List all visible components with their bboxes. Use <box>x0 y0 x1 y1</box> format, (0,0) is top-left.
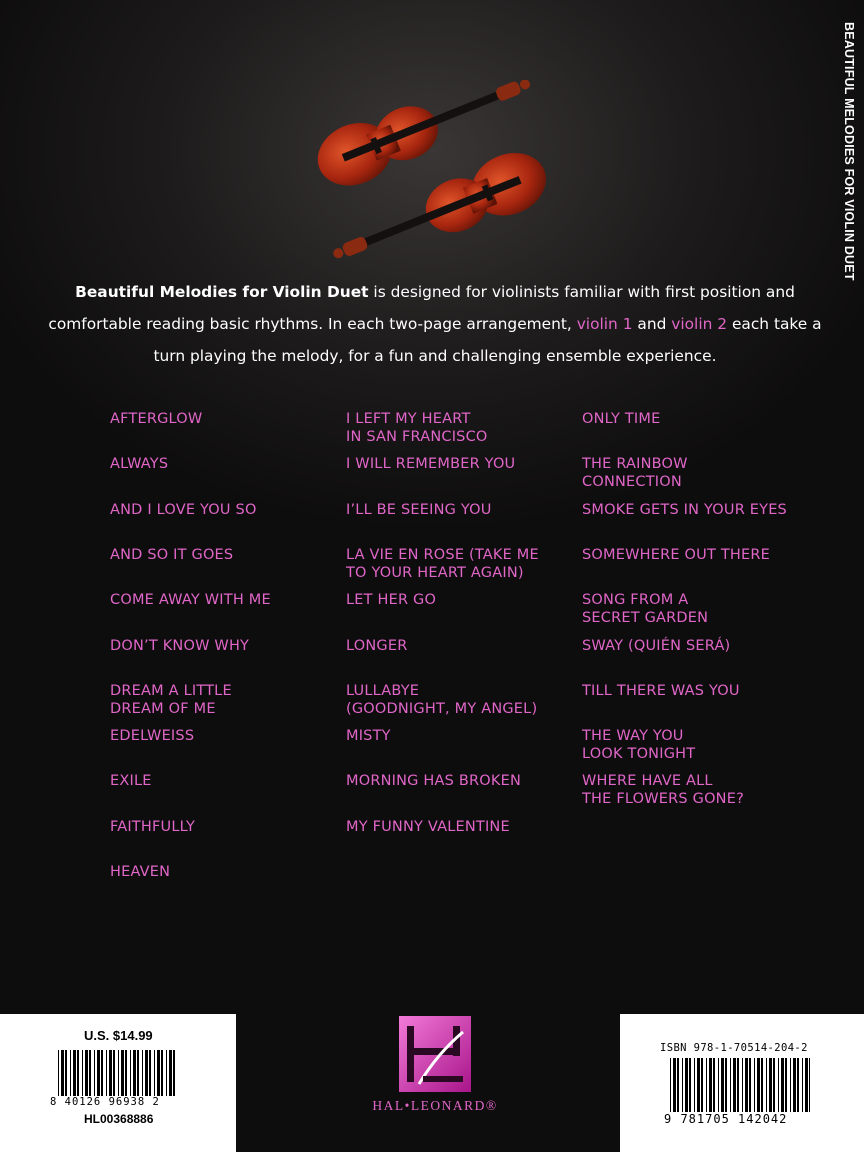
barcode-bar <box>169 1050 172 1096</box>
song-title-line: SWAY (QUIÉN SERÁ) <box>582 637 731 654</box>
song-title-line: THE WAY YOU <box>582 728 684 745</box>
barcode-bar <box>718 1058 719 1112</box>
barcode-bar <box>109 1050 112 1096</box>
song-title-line: AFTERGLOW <box>110 411 203 427</box>
song-title <box>582 455 822 491</box>
song-title <box>110 455 350 473</box>
barcode-bar <box>130 1050 131 1096</box>
barcode-bar <box>725 1058 727 1112</box>
barcode-bar <box>113 1050 115 1096</box>
song-title <box>346 410 586 446</box>
song-title <box>110 591 350 609</box>
song-title-line: FAITHFULLY <box>110 818 196 835</box>
song-title <box>110 818 350 836</box>
song-title-line: LA VIE EN ROSE (TAKE ME <box>346 546 539 563</box>
song-title <box>110 501 350 519</box>
barcode-bar <box>94 1050 95 1096</box>
barcode-bar <box>70 1050 71 1096</box>
spine-title: BEAUTIFUL MELODIES FOR VIOLIN DUET <box>842 22 856 281</box>
intro-text-a: is designed for violinists familiar with first position and comfortable reading basic rhythms. In each two-page arrangement, <box>48 283 795 333</box>
song-title <box>110 727 350 745</box>
song-title <box>582 682 822 700</box>
upc-barcode <box>58 1050 178 1096</box>
song-title-line: LULLABYE <box>346 682 420 699</box>
barcode-bar <box>766 1058 767 1112</box>
song-title-line: EDELWEISS <box>110 728 195 745</box>
barcode-bar <box>149 1050 151 1096</box>
barcode-bar <box>101 1050 103 1096</box>
barcode-bar <box>778 1058 779 1112</box>
barcode-bar <box>785 1058 787 1112</box>
song-title-line: HEAVEN <box>110 864 171 880</box>
song-title-line: LONGER <box>346 637 408 654</box>
barcode-bar <box>142 1050 143 1096</box>
song-title <box>346 682 586 718</box>
song-title <box>110 410 350 428</box>
song-title-line: I LEFT MY HEART <box>346 411 471 427</box>
barcode-bar <box>154 1050 155 1096</box>
song-title-line: AND SO IT GOES <box>110 546 234 563</box>
barcode-bar <box>133 1050 136 1096</box>
violin-1-label: violin 1 <box>576 315 633 333</box>
barcode-bar <box>793 1058 796 1112</box>
intro-text-c: each take a turn playing the melody, for a fun and challenging ensemble experience. <box>153 315 822 365</box>
song-title-line: CONNECTION <box>582 474 682 491</box>
publisher-name: HAL•LEONARD® <box>372 1098 498 1113</box>
barcode-bar <box>121 1050 124 1096</box>
price-label: U.S. $14.99 <box>84 1028 153 1043</box>
song-title <box>110 546 350 564</box>
song-title-line: AND I LOVE YOU SO <box>110 501 257 518</box>
song-title-line: WHERE HAVE ALL <box>582 773 713 790</box>
isbn-label: ISBN 978-1-70514-204-2 <box>660 1042 808 1054</box>
barcode-bar <box>706 1058 707 1112</box>
song-title <box>582 410 822 428</box>
song-title-line: TILL THERE WAS YOU <box>582 682 740 699</box>
barcode-bar <box>754 1058 755 1112</box>
barcode-bar <box>749 1058 751 1112</box>
barcode-bar <box>694 1058 695 1112</box>
barcode-bar <box>670 1058 671 1112</box>
song-title-line: IN SAN FRANCISCO <box>346 429 488 445</box>
song-title-line: ONLY TIME <box>582 411 661 427</box>
barcode-bar <box>58 1050 59 1096</box>
barcode-bar <box>790 1058 791 1112</box>
hal-leonard-logo-icon <box>397 1014 473 1094</box>
song-title <box>346 591 586 609</box>
song-title <box>110 863 350 881</box>
song-title-line: I’LL BE SEEING YOU <box>346 501 492 518</box>
barcode-bar <box>805 1058 808 1112</box>
barcode-bar <box>742 1058 743 1112</box>
item-code: HL00368886 <box>84 1112 154 1126</box>
song-title <box>346 727 586 745</box>
barcode-bar <box>673 1058 676 1112</box>
barcode-bar <box>82 1050 83 1096</box>
song-title <box>582 546 822 564</box>
song-title-line: TO YOUR HEART AGAIN) <box>346 564 524 581</box>
isbn-digits: 9 781705 142042 <box>664 1112 788 1126</box>
barcode-bar <box>773 1058 775 1112</box>
song-title <box>582 501 822 519</box>
song-title-line: MY FUNNY VALENTINE <box>346 818 510 835</box>
barcode-bar <box>797 1058 799 1112</box>
barcode-bar <box>77 1050 79 1096</box>
song-title-line: LOOK TONIGHT <box>582 746 696 763</box>
intro-paragraph <box>40 276 830 372</box>
barcode-bar <box>769 1058 772 1112</box>
song-title-line: SOMEWHERE OUT THERE <box>582 546 770 563</box>
barcode-bar <box>157 1050 160 1096</box>
barcode-bar <box>166 1050 167 1096</box>
barcode-bar <box>757 1058 760 1112</box>
price-barcode-box <box>0 1014 236 1152</box>
intro-text-b: and <box>632 315 672 333</box>
barcode-bar <box>761 1058 763 1112</box>
song-title <box>110 682 350 718</box>
song-title <box>346 637 586 655</box>
barcode-bar <box>802 1058 803 1112</box>
barcode-bar <box>61 1050 64 1096</box>
barcode-bar <box>721 1058 724 1112</box>
barcode-bar <box>737 1058 739 1112</box>
barcode-bar <box>125 1050 127 1096</box>
barcode-bar <box>145 1050 148 1096</box>
isbn-barcode <box>670 1058 810 1112</box>
intro-title: Beautiful Melodies for Violin Duet <box>75 283 369 301</box>
song-title-line: THE RAINBOW <box>582 456 688 473</box>
song-title-line: SONG FROM A <box>582 592 689 609</box>
song-title-line: DREAM A LITTLE <box>110 682 232 699</box>
barcode-bar <box>745 1058 748 1112</box>
song-title-line: LET HER GO <box>346 592 437 609</box>
barcode-bar <box>689 1058 691 1112</box>
barcode-bar <box>89 1050 91 1096</box>
song-title-line: (GOODNIGHT, MY ANGEL) <box>346 700 538 717</box>
violins-illustration <box>300 80 560 260</box>
song-title-line: I WILL REMEMBER YOU <box>346 456 516 473</box>
song-title-line: SMOKE GETS IN YOUR EYES <box>582 501 787 518</box>
song-title <box>582 591 822 627</box>
barcode-bar <box>65 1050 67 1096</box>
barcode-bar <box>682 1058 683 1112</box>
barcode-bar <box>173 1050 175 1096</box>
song-title-line: SECRET GARDEN <box>582 610 709 627</box>
upc-digits: 8 40126 96938 2 <box>50 1096 160 1108</box>
barcode-bar <box>677 1058 679 1112</box>
barcode-bar <box>73 1050 76 1096</box>
song-title-line: DREAM OF ME <box>110 700 216 717</box>
barcode-bar <box>733 1058 736 1112</box>
song-title-line: MORNING HAS BROKEN <box>346 773 522 790</box>
barcode-bar <box>106 1050 107 1096</box>
song-title-line: EXILE <box>110 773 152 790</box>
barcode-bar <box>701 1058 703 1112</box>
barcode-bar <box>709 1058 712 1112</box>
song-title <box>582 727 822 763</box>
barcode-bar <box>85 1050 88 1096</box>
barcode-bar <box>685 1058 688 1112</box>
barcode-bar <box>97 1050 100 1096</box>
song-title <box>110 772 350 790</box>
barcode-bar <box>697 1058 700 1112</box>
song-title <box>346 772 586 790</box>
barcode-bar <box>781 1058 784 1112</box>
barcode-bar <box>161 1050 163 1096</box>
song-title <box>346 455 586 473</box>
song-title <box>346 546 586 582</box>
barcode-bar <box>137 1050 139 1096</box>
song-title <box>110 637 350 655</box>
song-title-line: THE FLOWERS GONE? <box>582 791 744 808</box>
song-title <box>582 637 822 655</box>
isbn-barcode-box <box>620 1014 864 1152</box>
song-title-line: COME AWAY WITH ME <box>110 592 271 609</box>
song-title <box>346 818 586 836</box>
song-title-line: ALWAYS <box>110 456 169 473</box>
song-title-line: MISTY <box>346 728 391 745</box>
barcode-bar <box>809 1058 810 1112</box>
song-title <box>346 501 586 519</box>
song-title <box>582 772 822 808</box>
barcode-bar <box>730 1058 731 1112</box>
violin-2-label: violin 2 <box>671 315 728 333</box>
barcode-bar <box>118 1050 119 1096</box>
barcode-bar <box>713 1058 715 1112</box>
song-title-line: DON’T KNOW WHY <box>110 637 250 654</box>
